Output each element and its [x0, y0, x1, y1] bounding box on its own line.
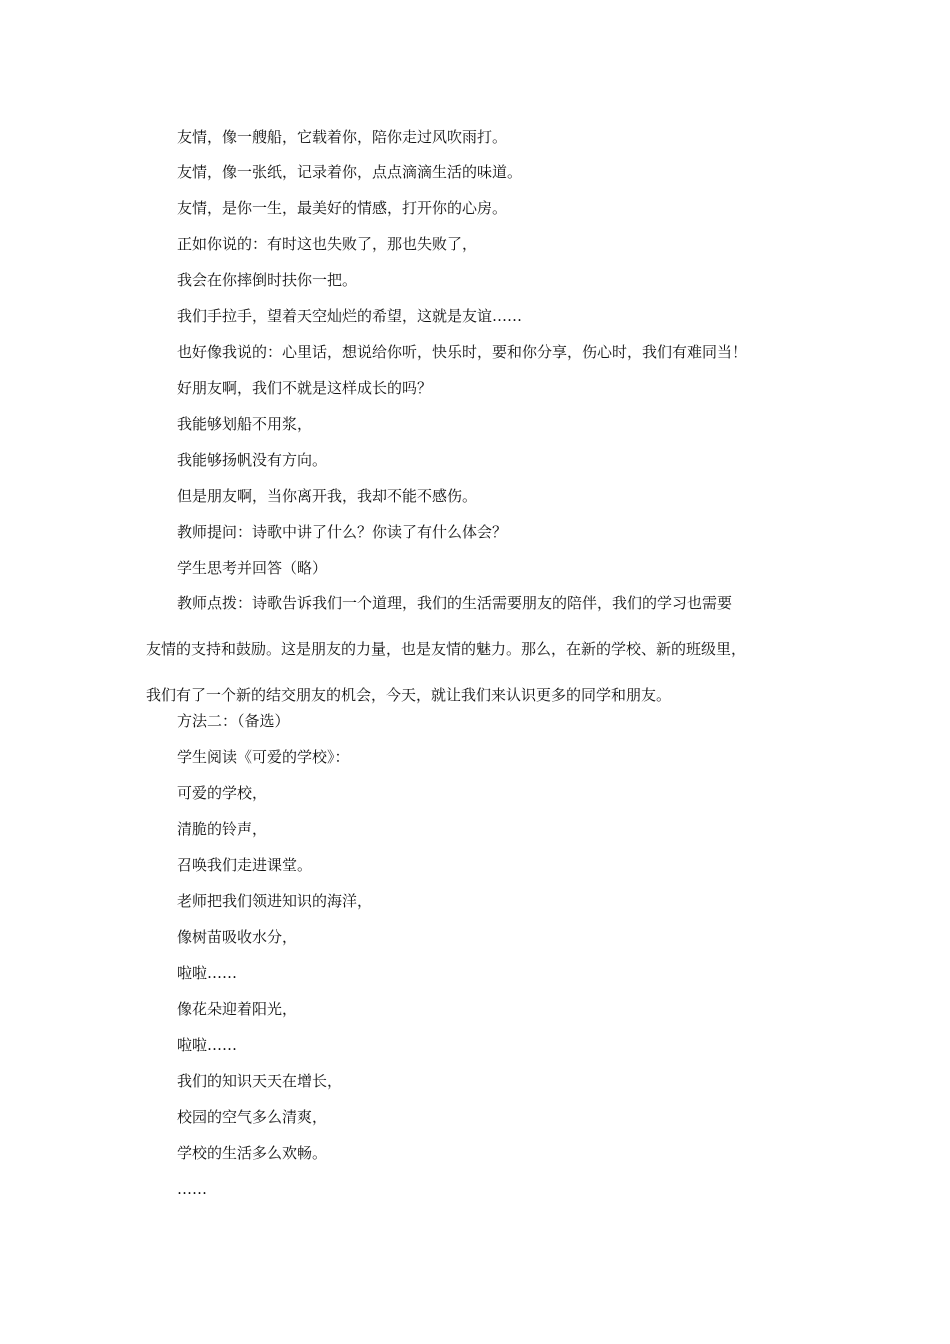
text-line: 我们手拉手，望着天空灿烂的希望，这就是友谊…… [177, 307, 523, 325]
poem-line: 啦啦…… [177, 1036, 238, 1054]
text-line: 也好像我说的：心里话，想说给你听，快乐时，要和你分享，伤心时，我们有难同当！ [177, 343, 748, 361]
poem-line: …… [177, 1180, 207, 1198]
poem-line: 学校的生活多么欢畅。 [177, 1144, 328, 1162]
text-line: 但是朋友啊，当你离开我，我却不能不感伤。 [177, 487, 478, 505]
text-line: 友情，像一张纸，记录着你，点点滴滴生活的味道。 [177, 163, 523, 181]
text-line: 我能够扬帆没有方向。 [177, 451, 328, 469]
text-line: 友情，是你一生，最美好的情感，打开你的心房。 [177, 199, 508, 217]
poem-line: 老师把我们领进知识的海洋， [177, 892, 373, 910]
poem-line: 可爱的学校， [177, 784, 268, 802]
poem-line: 啦啦…… [177, 964, 238, 982]
poem-line: 召唤我们走进课堂。 [177, 856, 313, 874]
text-line: 学生阅读《可爱的学校》： [177, 748, 350, 766]
section-heading: 方法二：（备选） [177, 712, 290, 730]
poem-line: 我们的知识天天在增长， [177, 1072, 343, 1090]
text-line: 正如你说的：有时这也失败了，那也失败了， [177, 235, 478, 253]
paragraph-line: 教师点拨：诗歌告诉我们一个道理，我们的生活需要朋友的陪伴，我们的学习也需要 [177, 594, 733, 612]
poem-line: 像树苗吸收水分， [177, 928, 298, 946]
text-line: 我会在你摔倒时扶你一把。 [177, 271, 358, 289]
paragraph-line: 我们有了一个新的结交朋友的机会，今天，就让我们来认识更多的同学和朋友。 [146, 686, 672, 704]
poem-line: 像花朵迎着阳光， [177, 1000, 298, 1018]
poem-line: 校园的空气多么清爽， [177, 1108, 328, 1126]
text-line: 我能够划船不用浆， [177, 415, 313, 433]
teacher-guidance-paragraph [146, 591, 818, 729]
text-line: 学生思考并回答（略） [177, 559, 328, 577]
paragraph-line: 友情的支持和鼓励。这是朋友的力量，也是友情的魅力。那么，在新的学校、新的班级里， [146, 640, 747, 658]
text-line: 教师提问：诗歌中讲了什么？你读了有什么体会？ [177, 523, 508, 541]
text-line: 好朋友啊，我们不就是这样成长的吗？ [177, 379, 433, 397]
poem-line: 清脆的铃声， [177, 820, 268, 838]
text-line: 友情，像一艘船，它载着你，陪你走过风吹雨打。 [177, 128, 508, 146]
